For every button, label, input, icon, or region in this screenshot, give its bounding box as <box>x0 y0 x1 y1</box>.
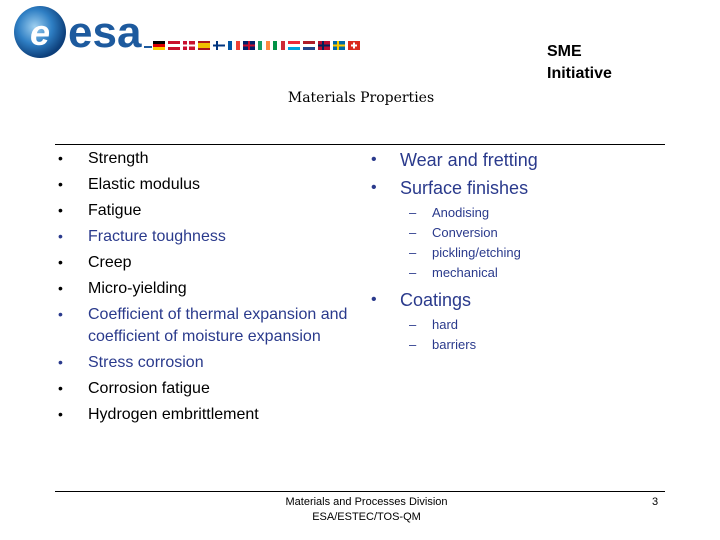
list-item-label: Coatings <box>400 290 472 310</box>
dash-icon: – <box>409 225 417 240</box>
sub-item-mechanical <box>409 263 671 283</box>
list-item-coatings <box>371 289 671 355</box>
list-item-stress-corrosion <box>58 352 358 374</box>
dash-icon: – <box>409 205 417 220</box>
list-item-label: Hydrogen embrittlement <box>88 405 259 423</box>
dash-icon: – <box>409 245 417 260</box>
list-item-thermal-moisture-expansion <box>58 304 358 347</box>
list-item-label: Fracture toughness <box>88 228 226 245</box>
list-item-label: Strength <box>88 150 149 167</box>
sub-item-conversion <box>409 223 671 243</box>
sub-item-label: mechanical <box>432 265 498 280</box>
sub-item-label: Conversion <box>432 225 498 240</box>
sub-item-anodising <box>409 203 671 223</box>
list-item-corrosion-fatigue <box>58 378 358 400</box>
initiative-line-2: Initiative <box>547 65 612 82</box>
sub-item-label: barriers <box>432 337 477 352</box>
svg-text:e: e <box>30 12 51 53</box>
dash-icon: – <box>409 337 417 352</box>
bullet-icon: • <box>58 405 63 422</box>
bullet-icon: • <box>58 306 63 322</box>
bullet-icon: • <box>58 280 63 296</box>
sub-item-pickling-etching <box>409 243 671 263</box>
bullet-icon: • <box>58 379 63 396</box>
sme-initiative-label <box>547 41 647 85</box>
footer-department: ESA/ESTEC/TOS-QM <box>312 511 421 523</box>
bullet-icon: • <box>58 150 63 166</box>
list-item-label: Wear and fretting <box>400 150 538 170</box>
sub-item-label: pickling/etching <box>432 245 521 260</box>
page-number: 3 <box>652 496 659 508</box>
surface-finishes-sublist <box>409 203 671 283</box>
coatings-sublist <box>409 315 671 355</box>
list-item-label: Elastic modulus <box>88 176 201 193</box>
svg-text:esa: esa <box>68 8 142 57</box>
sub-item-barriers <box>409 335 671 355</box>
list-item-label: Micro-yielding <box>88 280 187 297</box>
list-item-hydrogen-embrittlement <box>58 404 358 426</box>
footer <box>0 495 720 525</box>
bullet-icon: • <box>58 254 63 270</box>
slide-title: Materials Properties <box>287 90 435 106</box>
bullet-icon: • <box>58 353 63 370</box>
dash-icon: – <box>409 265 417 280</box>
properties-list-left <box>58 148 358 430</box>
bottom-rule <box>55 491 665 492</box>
list-item-label: Creep <box>88 254 132 271</box>
list-item-label: Corrosion fatigue <box>88 379 210 397</box>
list-item-wear-fretting <box>371 149 671 171</box>
sub-item-hard <box>409 315 671 335</box>
list-item-creep <box>58 252 358 274</box>
list-item-micro-yielding <box>58 278 358 300</box>
list-item-surface-finishes <box>371 177 671 283</box>
dash-icon: – <box>409 317 417 332</box>
sub-item-label: hard <box>432 317 459 332</box>
list-item-label: Coefficient of thermal expansion and coefficient of moisture expansion <box>88 306 348 345</box>
top-rule <box>55 144 665 145</box>
bullet-icon: • <box>58 228 63 244</box>
bullet-icon: • <box>58 176 63 192</box>
bullet-icon: • <box>58 202 63 218</box>
list-item-strength <box>58 148 358 170</box>
sub-item-label: Anodising <box>432 205 490 220</box>
list-item-elastic-modulus <box>58 174 358 196</box>
properties-list-right <box>371 149 671 361</box>
list-item-label: Fatigue <box>88 202 142 219</box>
list-item-fatigue <box>58 200 358 222</box>
footer-division: Materials and Processes Division <box>285 496 448 508</box>
list-item-fracture-toughness <box>58 226 358 248</box>
bullet-icon: • <box>371 151 377 168</box>
list-item-label: Stress corrosion <box>88 353 204 371</box>
initiative-line-1: SME <box>547 43 582 60</box>
list-item-label: Surface finishes <box>400 178 529 198</box>
bullet-icon: • <box>371 179 377 196</box>
bullet-icon: • <box>371 291 377 308</box>
esa-logo <box>10 3 370 63</box>
